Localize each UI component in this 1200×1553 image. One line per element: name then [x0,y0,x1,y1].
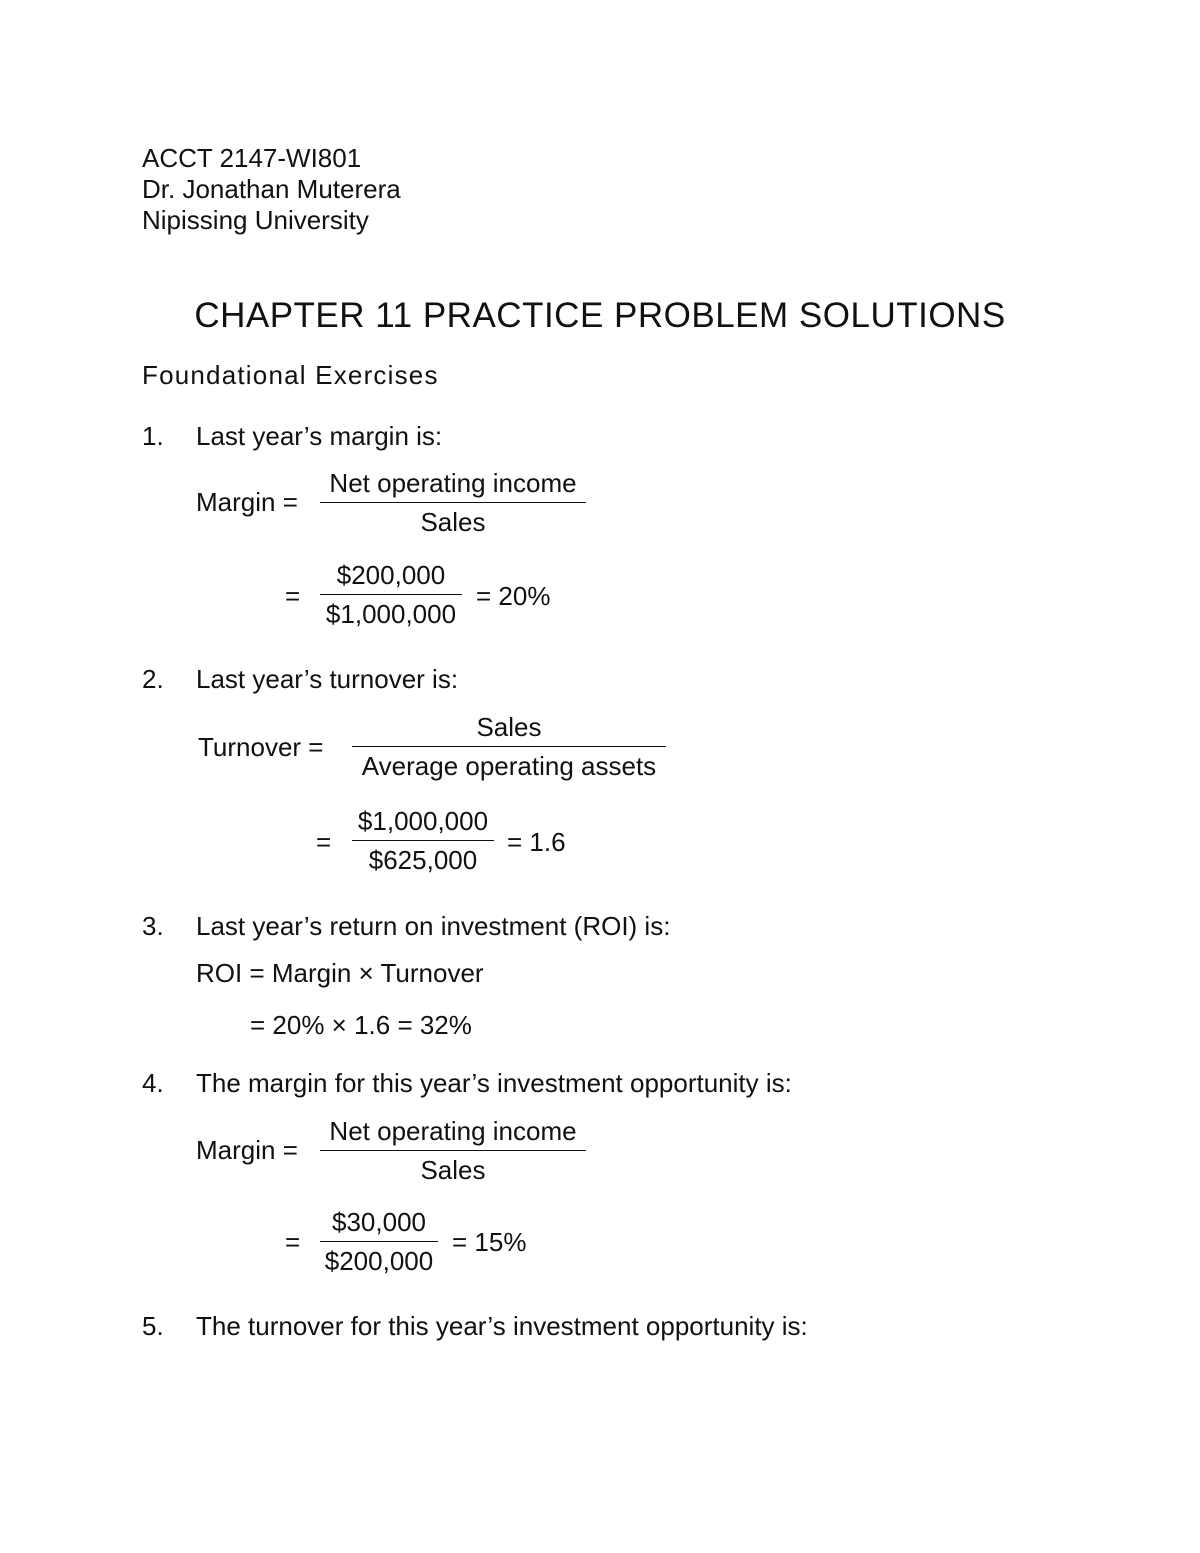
course-code: ACCT 2147-WI801 [142,143,362,173]
roi-formula: ROI = Margin × Turnover [196,958,484,988]
calc-prefix: = [285,1227,301,1257]
fraction-denominator: Average operating assets [361,751,657,781]
fraction-denominator: Sales [420,507,486,537]
roi-calculation: = 20% × 1.6 = 32% [250,1010,472,1040]
formula-fraction [320,468,586,537]
calc-result: = 1.6 [507,827,566,857]
fraction-denominator: $1,000,000 [325,599,457,629]
problem-text: The margin for this year’s investment opportunity is: [196,1068,792,1098]
problem-number: 2. [142,664,164,694]
formula-label: Margin = [196,487,298,517]
calc-prefix: = [316,827,332,857]
institution-name: Nipissing University [142,205,369,235]
problem-text: Last year’s turnover is: [196,664,459,694]
formula-label: Margin = [196,1135,298,1165]
calc-result: = 15% [452,1227,527,1257]
problem-text: Last year’s margin is: [196,421,443,451]
problem-text: Last year’s return on investment (ROI) is: [196,911,671,941]
formula-fraction [320,1116,586,1185]
fraction-denominator: $625,000 [368,845,478,875]
fraction-numerator: $1,000,000 [352,806,494,841]
problem-number: 1. [142,421,164,451]
problem-text: The turnover for this year’s investment opportunity is: [196,1311,808,1341]
problem-number: 3. [142,911,164,941]
problem-number: 4. [142,1068,164,1098]
problem-number: 5. [142,1311,164,1341]
section-subtitle: Foundational Exercises [142,360,439,390]
fraction-numerator: Net operating income [320,1116,586,1151]
fraction-numerator: Sales [352,712,666,747]
calc-fraction [320,1207,438,1276]
instructor-name: Dr. Jonathan Muterera [142,174,401,204]
calc-fraction [352,806,494,875]
fraction-denominator: Sales [420,1155,486,1185]
formula-label: Turnover = [198,732,324,762]
fraction-numerator: Net operating income [320,468,586,503]
fraction-denominator: $200,000 [324,1246,434,1276]
page-title: CHAPTER 11 PRACTICE PROBLEM SOLUTIONS [194,296,1006,335]
formula-fraction [352,712,666,781]
fraction-numerator: $30,000 [320,1207,438,1242]
fraction-numerator: $200,000 [320,560,462,595]
calc-result: = 20% [476,581,551,611]
calc-fraction [320,560,462,629]
calc-prefix: = [285,581,301,611]
